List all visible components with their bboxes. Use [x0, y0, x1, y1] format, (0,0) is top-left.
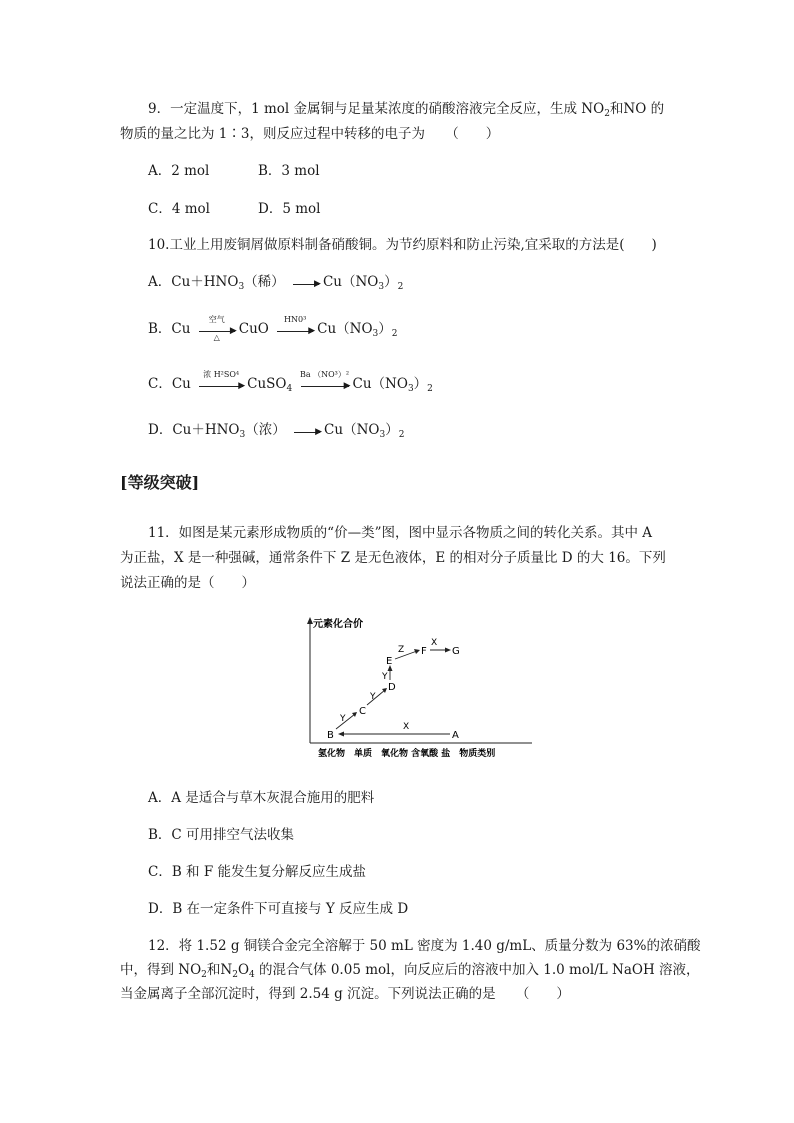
q10-option-d: D．$Cu+HNO_3$（浓） ▶ $Cu(NO_3)_2$	[148, 422, 405, 440]
reaction-arrow: HN0³ ▶	[275, 322, 315, 338]
q10-option-b: B．Cu 空气 ▶ △ CuO HN0³ ▶ $Cu(NO_3)_2$	[148, 314, 398, 342]
edge-label-x-bottom: X	[403, 722, 410, 732]
section-heading: [等级突破]	[120, 473, 200, 492]
reaction-arrow: ▶	[292, 423, 322, 439]
reaction-arrow: 空气 ▶ △	[197, 322, 237, 338]
edge-label-y3: Y	[382, 672, 388, 682]
q11-option-a: A．A 是适合与草木灰混合施用的肥料	[148, 790, 375, 806]
q11-stem-line3: 说法正确的是（ ）	[120, 575, 255, 591]
q9-option-d: D．5 mol	[258, 201, 321, 217]
q9-option-a: A．2 mol	[148, 163, 210, 179]
node-c: C	[359, 706, 366, 717]
q12-stem-line1: 12．将 1.52 g 铜镁合金完全溶解于 50 mL 密度为 1.40 g/mL、质量分数为 63%的浓硝酸	[148, 938, 701, 954]
y-axis-label: 元素化合价	[313, 619, 363, 630]
q10-option-a: A．$Cu+HNO_3$（稀） ▶ $Cu(NO_3)_2$	[148, 274, 404, 292]
reaction-arrow: 浓 H²SO⁴ ▶	[197, 377, 245, 393]
node-a: A	[452, 730, 459, 741]
node-b: B	[327, 730, 334, 741]
arrowhead	[338, 732, 344, 737]
q11-stem-line2: 为正盐，X 是一种强碱，通常条件下 Z 是无色液体，E 的相对分子质量比 D 的大 16。下列	[120, 550, 666, 566]
q11-option-b: B．C 可用排空气法收集	[148, 827, 295, 843]
q9-stem-line2: 物质的量之比为 1∶3，则反应过程中转移的电子为 （ ）	[120, 126, 500, 142]
edge-label-y2: Y	[370, 692, 376, 702]
edge-label-y1: Y	[340, 714, 346, 724]
q9-stem-line1: 9．一定温度下，1 mol 金属铜与足量某浓度的硝酸溶液完全反应，生成 $NO_2$和NO 的	[148, 101, 665, 119]
q11-option-c: C．B 和 F 能发生复分解反应生成盐	[148, 864, 366, 880]
q10-option-c: C．Cu 浓 H²SO⁴ ▶ CuSO$_4$ Ba （NO³）² ▶ $Cu(NO_3)_2$	[148, 369, 433, 394]
edge-label-z: Z	[398, 645, 405, 655]
q11-option-d: D．B 在一定条件下可直接与 Y 反应生成 D	[148, 901, 409, 917]
q9-option-b: B．3 mol	[258, 163, 320, 179]
q10-stem: 10.工业上用废铜屑做原料制备硝酸铜。为节约原料和防止污染,宜采取的方法是( )	[148, 237, 657, 253]
edge-label-x-top: X	[431, 638, 438, 648]
q12-stem-line2: 中，得到 $NO_2$和$N_2O_4$ 的混合气体 0.05 mol，向反应后的溶液中加入 1.0 mol/L NaOH 溶液，	[120, 962, 700, 980]
reaction-arrow: ▶	[291, 275, 321, 291]
reaction-arrow: Ba （NO³）² ▶	[299, 369, 351, 391]
arrowhead	[445, 648, 451, 653]
node-d: D	[388, 682, 396, 693]
node-g: G	[452, 646, 460, 657]
x-axis-label: 氢化物 单质 氧化物 含氧酸 盐 物质类别	[318, 749, 496, 759]
q12-stem-line3: 当金属离子全部沉淀时，得到 2.54 g 沉淀。下列说法正确的是 （ ）	[120, 986, 570, 1002]
arrow-b-to-c	[336, 714, 355, 729]
q9-option-c: C．4 mol	[148, 201, 210, 217]
q11-stem-line1: 11．如图是某元素形成物质的“价—类”图，图中显示各物质之间的转化关系。其中 A	[148, 525, 653, 541]
node-e: E	[386, 656, 393, 667]
node-f: F	[421, 646, 427, 657]
valence-class-diagram	[300, 615, 540, 765]
